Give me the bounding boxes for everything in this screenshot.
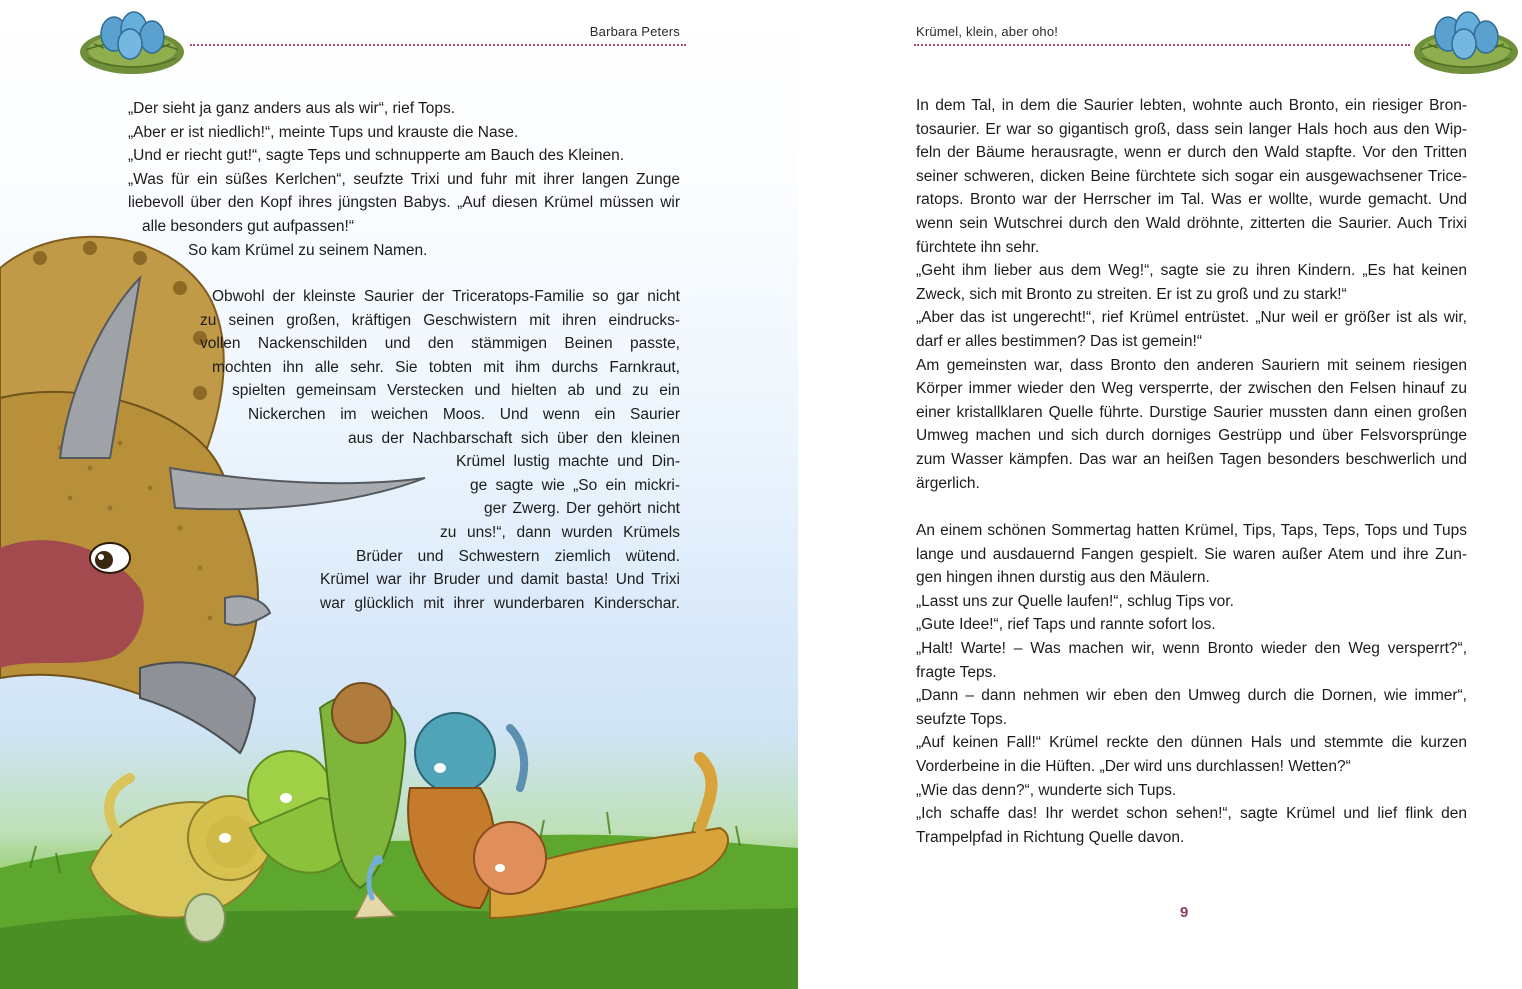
text-line: fürchtete ihn sehr.	[916, 238, 1040, 256]
text-line: „Gute Idee!“, rief Taps und rannte sofort los.	[916, 616, 1216, 634]
text-line: aus der Nachbarschaft sich über den kleinen	[348, 429, 680, 447]
text-line: „Was für ein süßes Kerlchen“, seufzte Trixi und fuhr mit ihrer langen Zunge	[128, 170, 680, 188]
text-line: ärgerlich.	[916, 474, 980, 492]
text-line: seufzte Tops.	[916, 710, 1008, 728]
text-line: einer kristallklaren Quelle führte. Durstige Saurier mussten dann einen großen	[916, 403, 1467, 421]
text-line: Am gemeinsten war, dass Bronto den anderen Sauriern mit seinem riesigen	[916, 356, 1467, 374]
text-line: Trampelpfad in Richtung Quelle davon.	[916, 828, 1185, 846]
text-line: In dem Tal, in dem die Saurier lebten, wohnte auch Bronto, ein riesiger Bron-	[916, 97, 1467, 114]
dotted-rule	[914, 44, 1410, 46]
right-paragraph-1	[916, 94, 1467, 495]
text-line: So kam Krümel zu seinem Namen.	[188, 241, 428, 259]
text-line: Obwohl der kleinste Saurier der Triceratops-Familie so gar nicht	[212, 288, 680, 305]
text-line: zum Wasser kämpfen. Das war an heißen Tagen besonders beschwerlich und	[916, 450, 1467, 468]
text-line: An einem schönen Sommertag hatten Krümel, Tips, Taps, Teps, Tops und Tups	[916, 522, 1467, 539]
text-line: feln der Bäume herausragte, wenn er durch den Wald stapfte. Vor den Tritten	[916, 144, 1467, 162]
text-line: Umweg machen und sich durch dorniges Gestrüpp und über Felsvorsprünge	[916, 427, 1467, 445]
text-line: „Aber das ist ungerecht!“, rief Krümel entrüstet. „Nur weil er größer ist als wir,	[916, 309, 1467, 327]
left-paragraph-1	[128, 97, 680, 262]
text-line: fragte Teps.	[916, 663, 997, 681]
text-line: Krümel lustig machte und Din-	[456, 453, 680, 471]
text-line: wenn sein Wutschrei durch den Wald dröhnte, zitterten die Saurier. Auch Trixi	[916, 214, 1467, 232]
text-line: vollen Nackenschilden und den stämmigen Beinen passte,	[200, 335, 680, 353]
text-line: liebevoll über den Kopf ihres jüngsten Babys. „Auf diesen Krümel müssen wir	[128, 194, 680, 212]
right-page	[798, 0, 1522, 989]
text-line: alle besonders gut aufpassen!“	[142, 217, 354, 235]
text-line: ger Zwerg. Der gehört nicht	[484, 500, 680, 518]
text-line: „Lasst uns zur Quelle laufen!“, schlug Tips vor.	[916, 592, 1234, 610]
text-line: Körper immer wieder den Weg versperrte, der zwischen den Felsen hinauf zu	[916, 380, 1467, 398]
running-head-author: Barbara Peters	[589, 24, 680, 39]
text-line: Brüder und Schwestern ziemlich wütend.	[356, 547, 680, 565]
text-line: tosaurier. Er war so gigantisch groß, dass sein langer Hals hoch aus den Wip-	[916, 120, 1467, 138]
nest-with-eggs-icon	[1412, 4, 1520, 80]
text-line: Krümel war ihr Bruder und damit basta! Und Trixi	[320, 571, 680, 589]
text-line: ratops. Bronto war der Herrscher im Tal. Was er wollte, wurde gemacht. Und	[916, 191, 1467, 209]
text-line: „Und er riecht gut!“, sagte Teps und schnupperte am Bauch des Kleinen.	[128, 147, 625, 165]
dotted-rule	[190, 44, 686, 46]
running-head-title: Krümel, klein, aber oho!	[916, 24, 1059, 39]
text-line: „Ich schaffe das! Ihr werdet schon sehen!“, sagte Krümel und lief flink den	[916, 805, 1467, 823]
text-line: Vorderbeine in die Hüften. „Der wird uns durchlassen! Wetten?“	[916, 757, 1351, 775]
text-line: „Halt! Warte! – Was machen wir, wenn Bronto wieder den Weg versperrt?“,	[916, 639, 1467, 657]
nest-with-eggs-icon	[78, 4, 186, 80]
text-line: lange und ausdauernd Fangen gespielt. Sie waren außer Atem und ihre Zun-	[916, 545, 1467, 563]
text-line: ge sagte wie „So ein mickri-	[470, 476, 680, 494]
text-line: „Dann – dann nehmen wir eben den Umweg durch die Dornen, wie immer“,	[916, 687, 1467, 705]
text-line: zu uns!“, dann wurden Krümels	[440, 523, 680, 541]
text-line: gen hingen ihnen durstig aus den Mäulern.	[916, 569, 1210, 587]
text-line: war glücklich mit ihrer wunderbaren Kinderschar.	[320, 594, 680, 612]
text-line: „Auf keinen Fall!“ Krümel reckte den dünnen Hals und stemmte die kurzen	[916, 734, 1467, 752]
left-paragraph-2	[200, 285, 680, 615]
text-line: Zweck, sich mit Bronto zu streiten. Er ist zu groß und zu stark!“	[916, 285, 1347, 303]
text-line: mochten ihn alle sehr. Sie tobten mit ihm durchs Farnkraut,	[212, 358, 680, 376]
text-line: „Wie das denn?“, wunderte sich Tups.	[916, 781, 1177, 799]
text-line: seiner schweren, dicken Beine fürchtete sich sogar ein ausgewachsener Trice-	[916, 167, 1467, 185]
page-number: 9	[1180, 904, 1189, 921]
text-line: spielten gemeinsam Verstecken und hielten ab und zu ein	[232, 382, 680, 400]
text-line: zu seinen großen, kräftigen Geschwistern mit ihren eindrucks-	[200, 311, 680, 329]
text-line: „Geht ihm lieber aus dem Weg!“, sagte sie zu ihren Kindern. „Es hat keinen	[916, 262, 1467, 280]
text-line: Nickerchen im weichen Moos. Und wenn ein Saurier	[248, 405, 680, 423]
text-line: „Der sieht ja ganz anders aus als wir“, rief Tops.	[128, 100, 456, 117]
right-paragraph-2	[916, 519, 1467, 849]
text-line: „Aber er ist niedlich!“, meinte Tups und krauste die Nase.	[128, 123, 519, 141]
text-line: darf er alles bestimmen? Das ist gemein!“	[916, 332, 1203, 350]
